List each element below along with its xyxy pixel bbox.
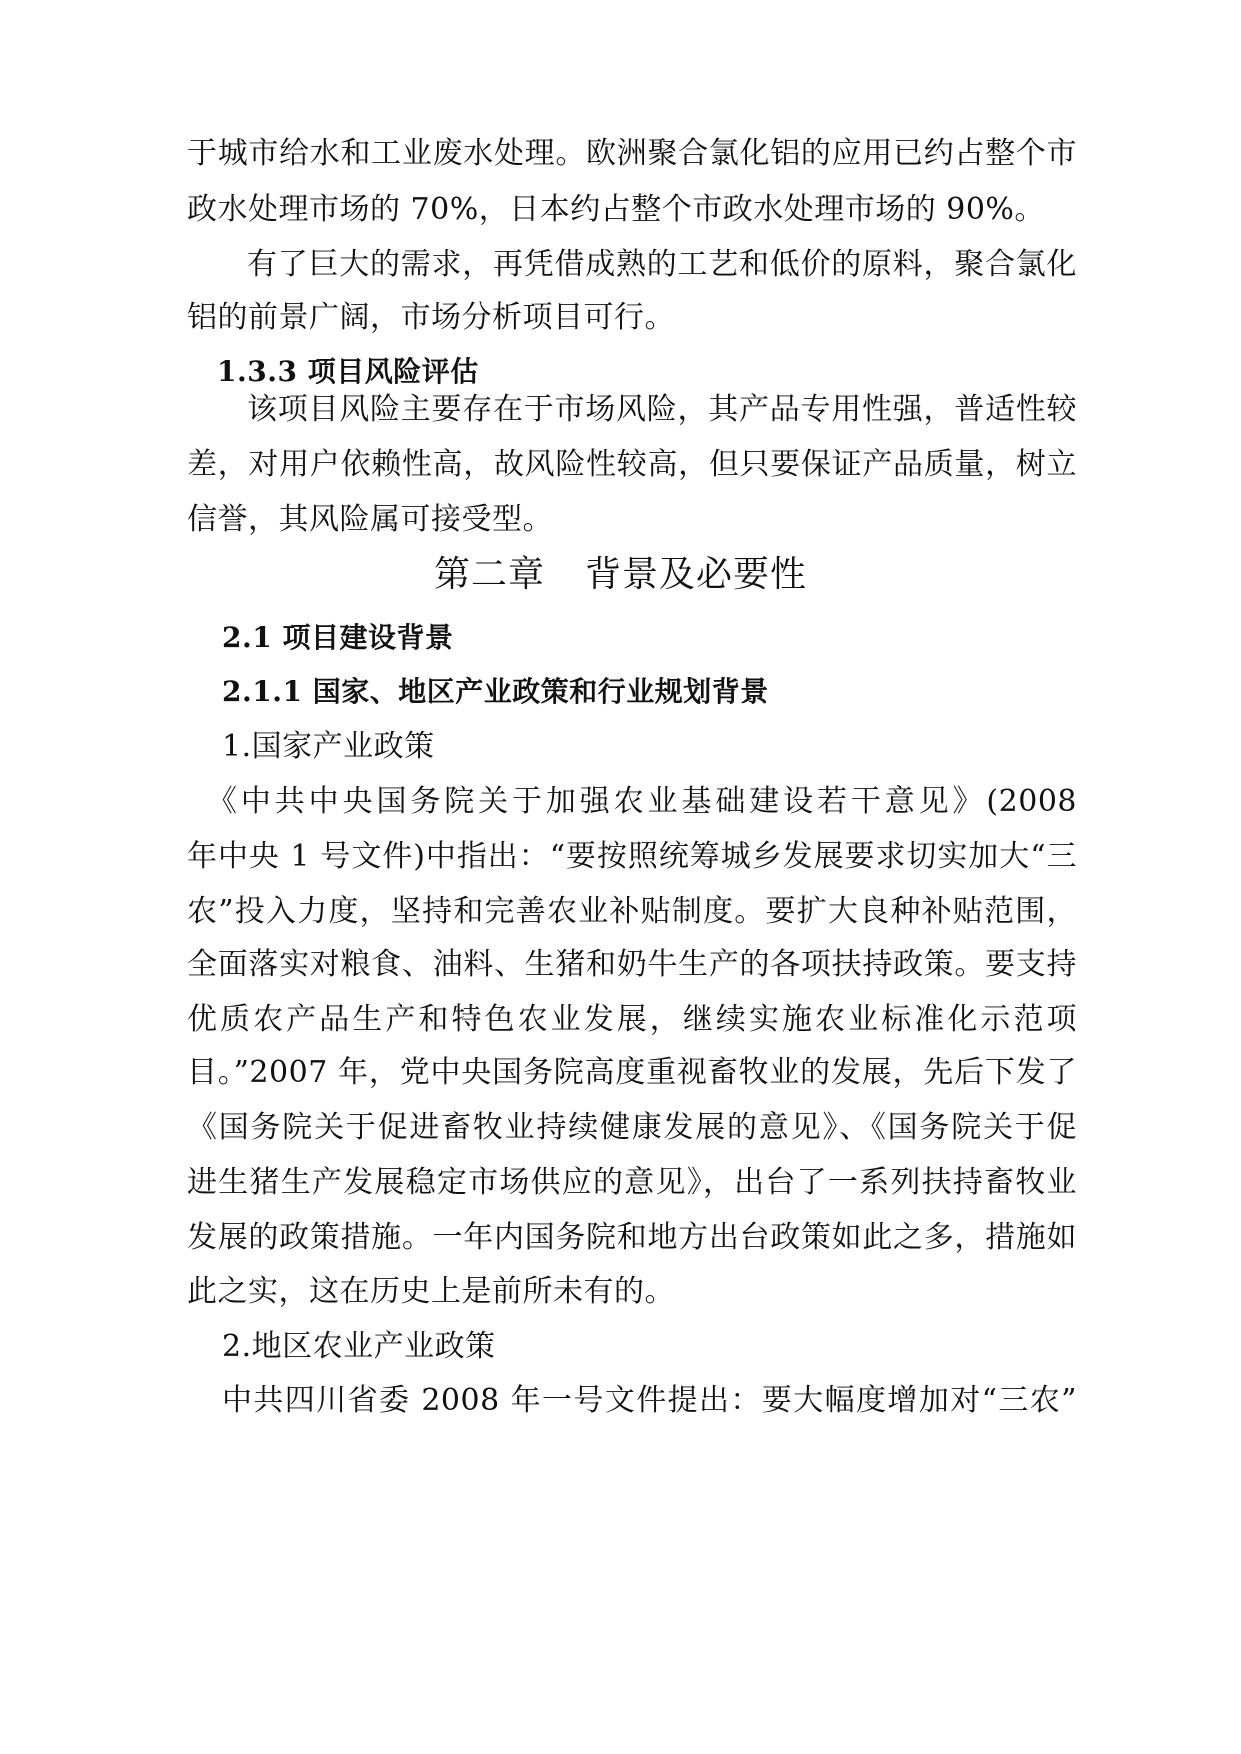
paragraph-line: 中共四川省委 2008 年一号文件提出：要大幅度增加对“三农” [222, 1383, 1077, 1418]
chapter-number: 第二章 [433, 554, 545, 595]
paragraph-line: 于城市给水和工业废水处理。欧洲聚合氯化铝的应用已约占整个市 [187, 136, 1077, 171]
paragraph-line: 农”投入力度，坚持和完善农业补贴制度。要扩大良种补贴范围， [187, 894, 1077, 929]
paragraph-line: 年中央 1 号文件)中指出：“要按照统筹城乡发展要求切实加大“三 [187, 839, 1077, 874]
paragraph-line: 《中共中央国务院关于加强农业基础建设若干意见》(2008 [207, 784, 1077, 819]
paragraph-line: 目。”2007 年，党中央国务院高度重视畜牧业的发展，先后下发了 [187, 1055, 1077, 1090]
paragraph-line: 进生猪生产发展稳定市场供应的意见》，出台了一系列扶持畜牧业 [187, 1165, 1077, 1200]
paragraph-line: 《国务院关于促进畜牧业持续健康发展的意见》、《国务院关于促 [187, 1110, 1077, 1145]
item-title-2: 2.地区农业产业政策 [222, 1329, 496, 1364]
chapter-name: 背景及必要性 [585, 554, 808, 595]
paragraph-line: 差，对用户依赖性高，故风险性较高，但只要保证产品质量，树立 [187, 447, 1077, 482]
paragraph-line: 政水处理市场的 70%，日本约占整个市政水处理市场的 90%。 [187, 192, 1045, 227]
section-heading-2-1-1: 2.1.1 国家、地区产业政策和行业规划背景 [222, 675, 769, 708]
chapter-title [0, 552, 1241, 598]
paragraph-line: 该项目风险主要存在于市场风险，其产品专用性强，普适性较 [247, 392, 1077, 427]
paragraph-line: 此之实，这在历史上是前所未有的。 [187, 1274, 675, 1309]
section-heading-2-1: 2.1 项目建设背景 [222, 621, 454, 654]
paragraph-line: 有了巨大的需求，再凭借成熟的工艺和低价的原料，聚合氯化 [247, 247, 1077, 282]
paragraph-line: 发展的政策措施。一年内国务院和地方出台政策如此之多，措施如 [187, 1220, 1077, 1255]
paragraph-line: 优质农产品生产和特色农业发展，继续实施农业标准化示范项 [187, 1002, 1077, 1037]
paragraph-line: 信誉，其风险属可接受型。 [187, 502, 553, 537]
item-title-1: 1.国家产业政策 [222, 729, 435, 764]
paragraph-line: 铝的前景广阔，市场分析项目可行。 [187, 300, 675, 335]
section-heading-1-3-3: 1.3.3 项目风险评估 [217, 355, 479, 388]
paragraph-line: 全面落实对粮食、油料、生猪和奶牛生产的各项扶持政策。要支持 [187, 947, 1077, 982]
